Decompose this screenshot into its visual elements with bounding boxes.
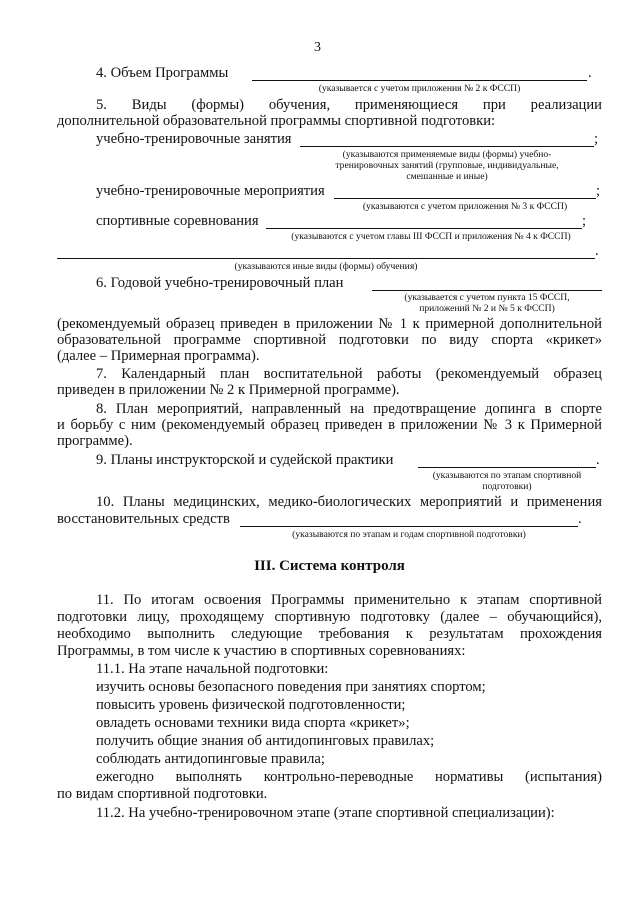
item-6-label: 6. Годовой учебно-тренировочный план (96, 275, 344, 291)
item-8-line-1: 8. План мероприятий, направленный на предотвращение допинга в спорте (96, 401, 602, 417)
item-11-line-4: Программы, в том числе к участию в спортивных соревнованиях: (57, 643, 466, 659)
requirement-6-line-2: по видам спортивной подготовки. (57, 786, 268, 802)
item-10-line-1: 10. Планы медицинских, медико-биологических мероприятий и применения (96, 494, 602, 510)
other-forms-period: . (595, 243, 599, 259)
item-5-line-2: дополнительной образовательной программы спортивной подготовки: (57, 113, 496, 129)
item-6-hint-2: приложений № 2 и № 5 к ФССП) (419, 303, 555, 314)
other-forms-hint: (указываются иные виды (формы) обучения) (234, 261, 418, 272)
training-sessions-blank-line (300, 146, 594, 147)
item-10-hint: (указываются по этапам и годам спортивной подготовки) (292, 529, 526, 540)
item-10-label: восстановительных средств (57, 511, 230, 527)
training-sessions-label: учебно-тренировочные занятия (96, 131, 292, 147)
requirement-3: овладеть основами техники вида спорта «крикет»; (96, 715, 410, 731)
requirement-5: соблюдать антидопинговые правила; (96, 751, 325, 767)
training-events-blank-line (334, 198, 596, 199)
item-6-blank-line (372, 290, 602, 291)
section-3-title: III. Система контроля (254, 558, 405, 574)
page-number: 3 (314, 40, 321, 55)
item-4-blank-line (252, 80, 587, 81)
item-4-period: . (588, 65, 592, 81)
training-sessions-hint-2: тренировочных занятий (групповые, индивидуальные, (335, 160, 559, 171)
item-6-line-3: (далее – Примерная программа). (57, 348, 260, 364)
training-events-label: учебно-тренировочные мероприятия (96, 183, 325, 199)
item-9-blank-line (418, 467, 596, 468)
item-11-line-2: подготовки лицу, проходящему спортивную подготовку (далее – обучающийся), (57, 609, 602, 625)
item-6-line-2: образовательной программе спортивной подготовки по виду спорта «крикет» (57, 332, 602, 348)
subitem-11-1: 11.1. На этапе начальной подготовки: (96, 661, 329, 677)
item-9-period: . (596, 452, 600, 468)
competitions-blank-line (266, 228, 582, 229)
requirement-6-line-1: ежегодно выполнять контрольно-переводные нормативы (испытания) (96, 769, 602, 785)
requirement-4: получить общие знания об антидопинговых правилах; (96, 733, 435, 749)
training-sessions-semicolon: ; (594, 131, 599, 147)
other-forms-blank-line (57, 258, 595, 259)
training-sessions-hint-1: (указываются применяемые виды (формы) учебно- (342, 149, 552, 160)
subitem-11-2: 11.2. На учебно-тренировочном этапе (этапе спортивной специализации): (96, 805, 555, 821)
item-10-blank-line (240, 526, 578, 527)
requirement-1: изучить основы безопасного поведения при занятиях спортом; (96, 679, 486, 695)
item-8-line-3: программе). (57, 433, 133, 449)
item-6-hint-1: (указывается с учетом пункта 15 ФССП, (404, 292, 570, 303)
item-11-line-1: 11. По итогам освоения Программы применительно к этапам спортивной (96, 592, 602, 608)
item-4-label: 4. Объем Программы (96, 65, 229, 81)
item-8-line-2: и борьбу с ним (рекомендуемый образец приведен в приложении № 3 к Примерной (57, 417, 602, 433)
item-9-label: 9. Планы инструкторской и судейской практики (96, 452, 394, 468)
item-6-line-1: (рекомендуемый образец приведен в приложении № 1 к примерной дополнительной (57, 316, 602, 332)
competitions-hint: (указываются с учетом главы III ФССП и приложения № 4 к ФССП) (291, 231, 571, 242)
item-7-line-2: приведен в приложении № 2 к Примерной программе). (57, 382, 400, 398)
item-11-line-3: необходимо выполнить следующие требования к результатам прохождения (57, 626, 602, 642)
item-9-hint-1: (указываются по этапам спортивной (432, 470, 582, 481)
item-10-period: . (578, 511, 582, 527)
competitions-label: спортивные соревнования (96, 213, 259, 229)
item-4-hint: (указывается с учетом приложения № 2 к ФССП) (318, 83, 521, 94)
requirement-2: повысить уровень физической подготовленности; (96, 697, 406, 713)
item-9-hint-2: подготовки) (482, 481, 532, 492)
item-5-line-1: 5. Виды (формы) обучения, применяющиеся при реализации (96, 97, 602, 113)
item-7-line-1: 7. Календарный план воспитательной работы (рекомендуемый образец (96, 366, 602, 382)
training-sessions-hint-3: смешанные и иные) (406, 171, 488, 182)
training-events-hint: (указываются с учетом приложения № 3 к ФССП) (362, 201, 568, 212)
competitions-semicolon: ; (582, 213, 587, 229)
training-events-semicolon: ; (596, 183, 601, 199)
